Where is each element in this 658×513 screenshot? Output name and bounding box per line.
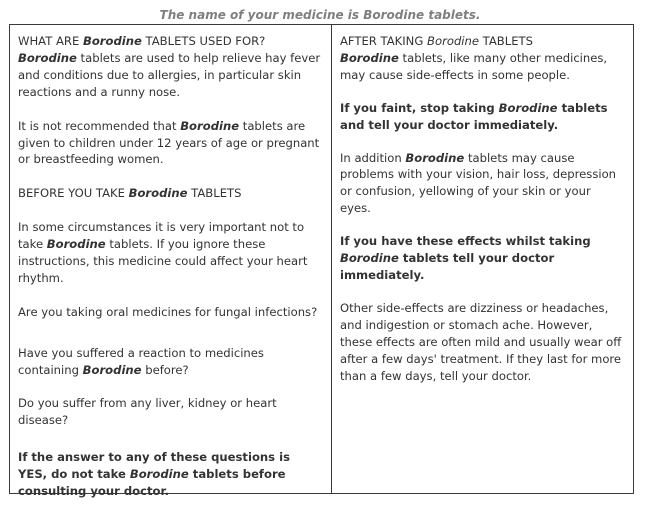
brand-name: Borodine bbox=[82, 34, 142, 48]
brand-name: Borodine bbox=[82, 362, 142, 377]
circumstances-pre: In some circumstances it is very important not to take bbox=[18, 220, 305, 252]
faint-warning bbox=[340, 100, 625, 134]
brand-name: Borodine bbox=[128, 186, 188, 201]
after-heading-pre: AFTER TAKING bbox=[340, 34, 428, 48]
after-heading-post: TABLETS bbox=[479, 34, 533, 48]
addition-paragraph bbox=[340, 150, 625, 218]
brand-name: Borodine bbox=[340, 50, 399, 65]
brand-name: Borodine bbox=[340, 251, 399, 266]
brand-name: Borodine bbox=[46, 237, 106, 252]
warning-pre: If the answer to any of these questions is YES, do not take bbox=[18, 450, 290, 482]
info-table bbox=[9, 24, 634, 499]
reaction-pre: Have you suffered a reaction to medicines containing bbox=[18, 345, 264, 377]
before-heading-post: TABLETS bbox=[187, 186, 242, 201]
effects-post: tablets tell your doctor immediately. bbox=[340, 251, 555, 282]
not-recommended-post: tablets are given to children under 12 years of age or pregnant or breastfeeding women. bbox=[18, 118, 320, 167]
document-title: The name of your medicine is Borodine tablets. bbox=[159, 8, 481, 22]
brand-name: Borodine bbox=[427, 34, 479, 48]
brand-name: Borodine bbox=[180, 118, 240, 133]
disease-question: Do you suffer from any liver, kidney or heart disease? bbox=[18, 395, 277, 427]
brand-name: Borodine bbox=[498, 100, 558, 115]
effects-warning bbox=[340, 233, 625, 284]
brand-name: Borodine bbox=[405, 150, 465, 165]
before-heading-pre: BEFORE YOU TAKE bbox=[18, 186, 129, 201]
warning-post: tablets before consulting your doctor. bbox=[18, 467, 286, 499]
side-effects-text: tablets, like many other medicines, may cause side-effects in some people. bbox=[340, 50, 608, 82]
effects-pre: If you have these effects whilst taking bbox=[340, 234, 591, 249]
brand-name: Borodine bbox=[18, 50, 77, 65]
warning-paragraph bbox=[18, 449, 323, 500]
used-for-section bbox=[18, 33, 323, 101]
other-effects-paragraph: Other side-effects are dizziness or headaches, and indigestion or stomach ache. However, these effects are often mild and usually wear off after a few days' treatment. If they last for more than a few days, tell your doctor. bbox=[340, 300, 622, 383]
circumstances-post: tablets. If you ignore these instructions, this medicine could affect your heart rhythm. bbox=[18, 237, 308, 285]
faint-post: tablets and tell your doctor immediately. bbox=[340, 100, 608, 132]
used-for-heading-post: TABLETS USED FOR? bbox=[141, 34, 266, 48]
right-column bbox=[332, 25, 633, 493]
used-for-text: tablets are used to help relieve hay fever and conditions due to allergies, in particular skin reactions and a runny nose. bbox=[18, 50, 321, 99]
left-column bbox=[10, 25, 332, 499]
faint-pre: If you faint, stop taking bbox=[340, 100, 499, 115]
reaction-question bbox=[18, 345, 323, 379]
before-heading bbox=[18, 185, 323, 202]
addition-post: tablets may cause problems with your vision, hair loss, depression or confusion, yellowing of your skin or your eyes. bbox=[340, 150, 617, 216]
reaction-post: before? bbox=[141, 362, 189, 377]
brand-name: Borodine bbox=[129, 467, 189, 482]
addition-pre: In addition bbox=[340, 150, 406, 165]
not-recommended-pre: It is not recommended that bbox=[18, 118, 181, 133]
not-recommended-paragraph bbox=[18, 118, 323, 169]
fungal-question: Are you taking oral medicines for fungal infections? bbox=[18, 304, 318, 319]
after-section bbox=[340, 33, 625, 84]
circumstances-paragraph bbox=[18, 219, 323, 287]
used-for-heading-pre: WHAT ARE bbox=[18, 34, 83, 48]
